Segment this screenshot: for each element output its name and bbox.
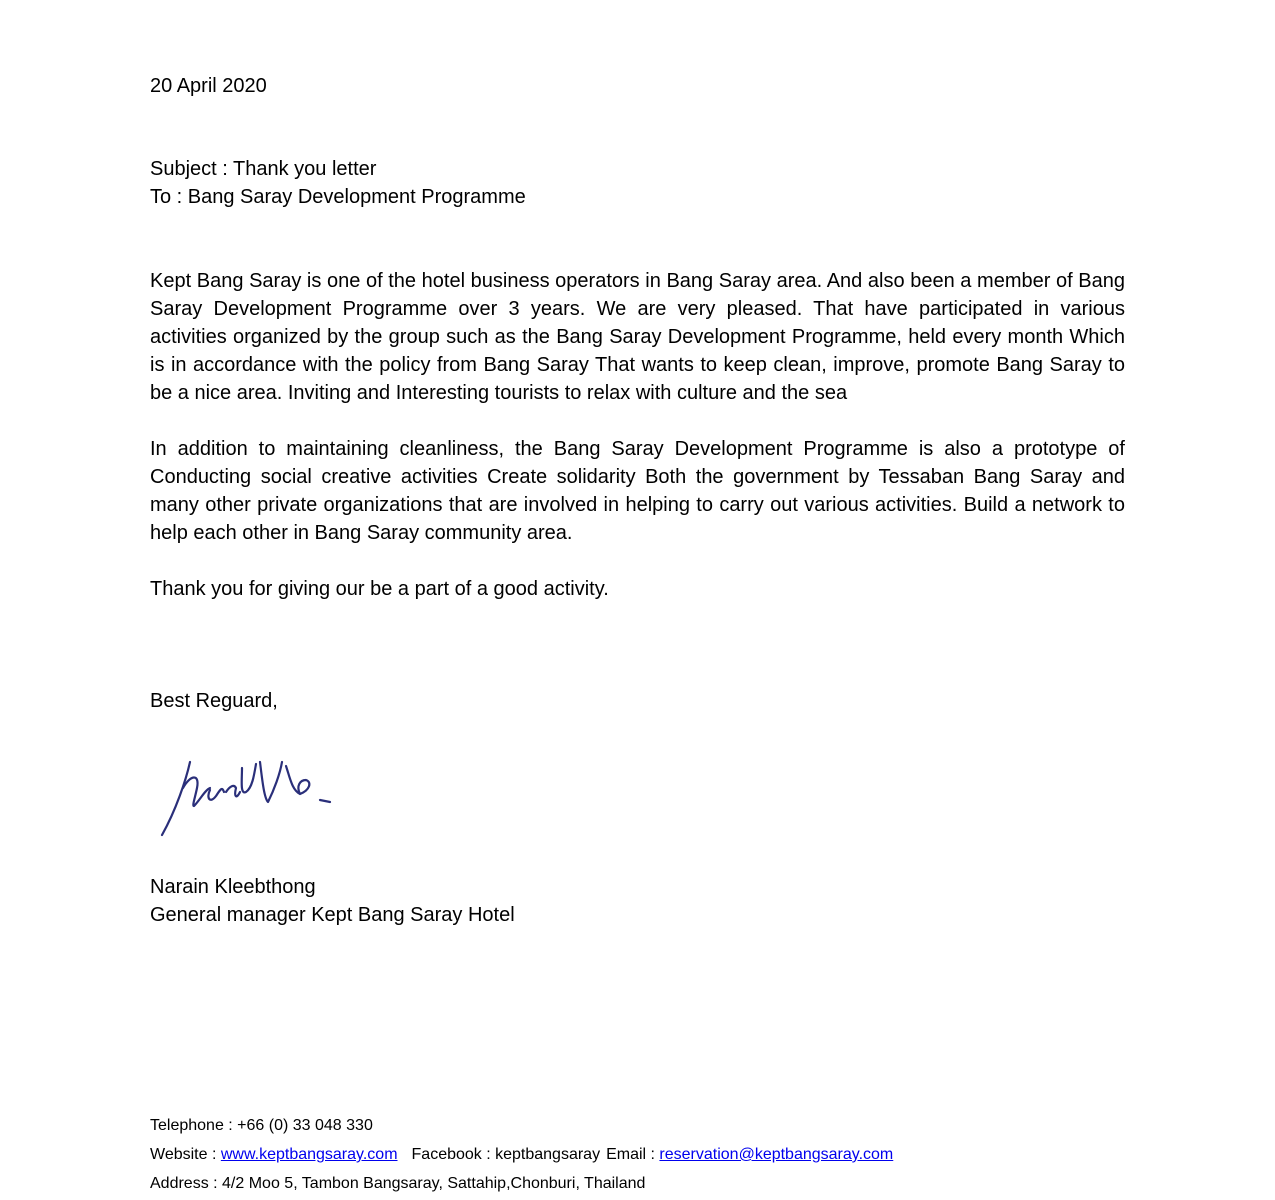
letter-recipient: To : Bang Saray Development Programme bbox=[150, 186, 526, 208]
footer-address: Address : 4/2 Moo 5, Tambon Bangsaray, Sattahip,Chonburi, Thailand bbox=[150, 1175, 646, 1192]
letter-closing: Best Reguard, bbox=[150, 690, 278, 712]
body-paragraph-3: Thank you for giving our be a part of a good activity. bbox=[150, 578, 609, 600]
letter-heading bbox=[150, 155, 526, 211]
footer-website-label: Website : bbox=[150, 1146, 221, 1163]
body-paragraph-1: Kept Bang Saray is one of the hotel business operators in Bang Saray area. And also been a member of Bang Saray Development Programme over 3 years. We are very pleased. That have participated in various activities organized by the group such as the Bang Saray Development Programme, held every month Which is in accordance with the policy from Bang Saray That wants to keep clean, improve, promote Bang Saray to be a nice area. Inviting and Interesting tourists to relax with culture and the sea bbox=[150, 270, 1125, 404]
header-logo-fragment bbox=[585, 0, 705, 2]
footer-facebook: Facebook : keptbangsaray bbox=[411, 1146, 601, 1163]
footer-telephone: Telephone : +66 (0) 33 048 330 bbox=[150, 1117, 373, 1134]
signer-block bbox=[150, 873, 515, 929]
letter-footer bbox=[150, 1111, 893, 1198]
website-link[interactable]: www.keptbangsaray.com bbox=[220, 1146, 398, 1163]
footer-email-label: Email : bbox=[606, 1146, 660, 1163]
footer-contact-line bbox=[150, 1140, 893, 1169]
signer-title: General manager Kept Bang Saray Hotel bbox=[150, 904, 515, 926]
signer-name: Narain Kleebthong bbox=[150, 876, 316, 898]
handwritten-signature bbox=[150, 740, 360, 850]
letter-subject: Subject : Thank you letter bbox=[150, 158, 377, 180]
body-paragraph-2: In addition to maintaining cleanliness, the Bang Saray Development Programme is also a prototype of Conducting social creative activities Create solidarity Both the government by Tessaban Bang Saray and many other private organizations that are involved in helping to carry out various activities. Build a network to help each other in Bang Saray community area. bbox=[150, 438, 1125, 544]
letter-date: 20 April 2020 bbox=[150, 75, 267, 97]
email-link[interactable]: reservation@keptbangsaray.com bbox=[659, 1146, 894, 1163]
